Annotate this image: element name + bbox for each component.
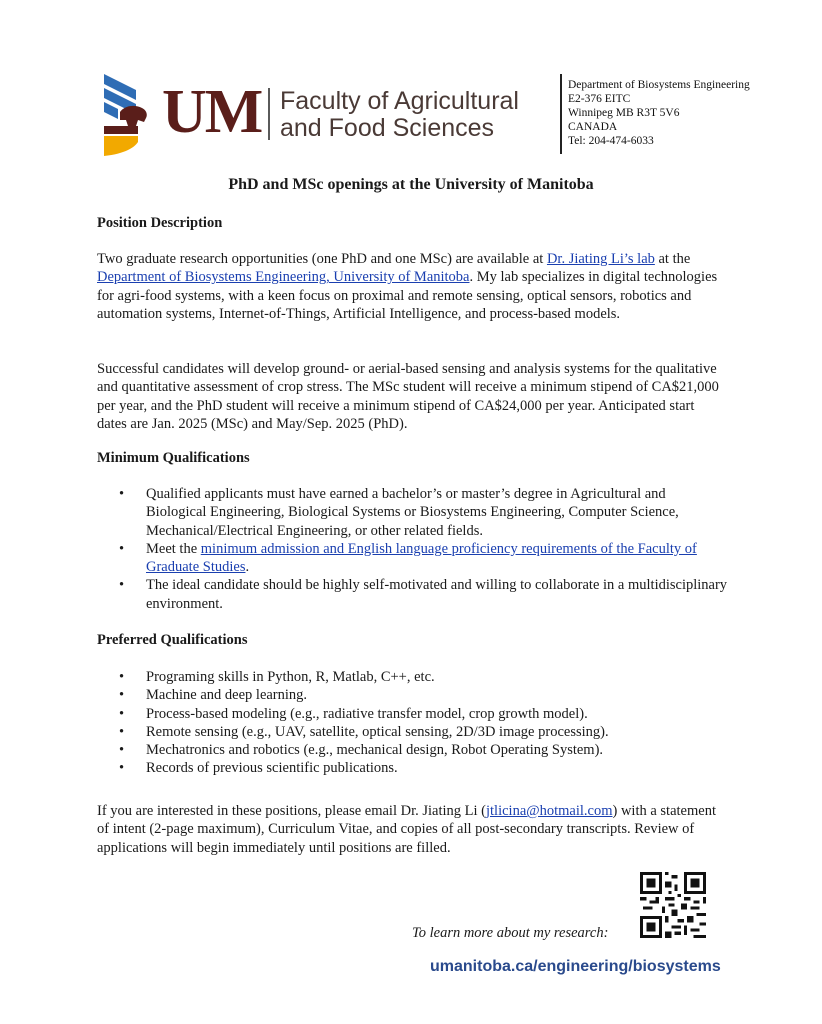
address-line: E2-376 EITC [568,93,631,105]
list-item [97,759,729,777]
faculty-name [280,88,519,142]
website-link[interactable]: umanitoba.ca/engineering/biosystems [430,958,721,975]
list-item-text: Programing skills in Python, R, Matlab, C++, etc. [146,669,435,685]
text-span: Two graduate research opportunities (one PhD and one MSc) are available at [97,251,547,267]
preferred-qualifications-list [97,668,729,778]
lab-link[interactable]: Dr. Jiating Li’s lab [546,251,655,267]
department-link[interactable]: Department of Biosystems Engineering, University of Manitoba [97,269,470,286]
list-item-text: Remote sensing (e.g., UAV, satellite, optical sensing, 2D/3D image processing). [146,723,609,740]
bullet-icon: • [119,742,125,759]
position-description-paragraph-1 [97,250,727,323]
logo-divider [268,88,270,140]
list-item-text: Machine and deep learning. [146,687,308,704]
list-item-text: . [245,559,250,576]
faculty-line-1: Faculty of Agricultural [280,87,519,115]
list-item [97,576,729,613]
contact-paragraph [97,802,727,857]
admission-requirements-link[interactable]: minimum admission and English language proficiency requirements of the Faculty of Graduate Studies [146,540,697,576]
bullet-icon: • [119,760,125,777]
bullet-icon: • [119,687,125,704]
address-line: Winnipeg MB R3T 5V6 [568,107,680,119]
faculty-line-2: and Food Sciences [280,114,495,142]
preferred-qualifications-heading: Preferred Qualifications [97,632,248,648]
document-title: PhD and MSc openings at the University of Manitoba [228,176,594,193]
um-logo-text: UM [162,78,262,146]
learn-more-text: To learn more about my research: [412,925,609,941]
minimum-qualifications-heading: Minimum Qualifications [97,450,250,466]
list-item [97,705,729,723]
list-item-text: Process-based modeling (e.g., radiative transfer model, crop growth model). [146,705,588,722]
position-description-heading: Position Description [97,215,223,231]
university-logo [98,70,558,160]
bullet-icon: • [119,669,125,685]
bullet-icon: • [119,577,125,594]
list-item [97,668,729,686]
email-link[interactable]: jtlicina@hotmail.com [485,803,613,819]
list-item [97,686,729,704]
address-line: CANADA [568,121,618,133]
list-item-text: Meet the [146,540,201,557]
text-span: ) with a statement of intent (2-page maximum), Curriculum Vitae, and copies of all post-secondary transcripts. Review of applications will begin immediately until positions are filled. [97,803,716,856]
list-item-text: Mechatronics and robotics (e.g., mechanical design, Robot Operating System). [146,742,604,759]
department-address [568,78,750,148]
list-item [97,723,729,741]
position-description-paragraph-2: Successful candidates will develop ground- or aerial-based sensing and analysis systems for the qualitative and quantitative assessment of crop stress. The MSc student will receive a minimum stipend of CA$21,000 per year, and the PhD student will receive a minimum stipend of CA$24,000 per year. Anticipated start dates are Jan. 2025 (MSc) and May/Sep. 2025 (PhD). [97,361,719,432]
text-span: at the [654,251,691,267]
list-item [97,540,729,577]
address-line: Tel: 204-474-6033 [568,135,654,147]
bison-shield-icon [98,70,156,156]
list-item [97,485,729,540]
text-span: If you are interested in these positions, please email Dr. Jiating Li ( [97,803,486,819]
list-item [97,741,729,759]
address-line: Department of Biosystems Engineering [568,79,750,91]
address-divider [560,74,562,154]
bullet-icon: • [119,486,125,502]
list-item-text: The ideal candidate should be highly self-motivated and willing to collaborate in a multidisciplinary environment. [146,577,728,612]
bullet-icon: • [119,723,125,740]
list-item-text: Qualified applicants must have earned a bachelor’s or master’s degree in Agricultural and Biological Engineering, Biological Systems or Biosystems Engineering, Computer Science, Mechanical/Electrical Engineering, or other related fields. [146,486,679,539]
bullet-icon: • [119,540,125,557]
minimum-qualifications-list [97,485,729,613]
list-item-text: Records of previous scientific publications. [146,760,398,777]
qr-code-icon[interactable] [640,872,706,938]
text-span: . My lab specializes in digital technologies for agri-food systems, with a keen focus on proximal and remote sensing, optical sensors, robotics and automation systems, Internet-of-Things, Artificial Intelligence, and process-based models. [97,269,718,322]
bullet-icon: • [119,705,125,722]
